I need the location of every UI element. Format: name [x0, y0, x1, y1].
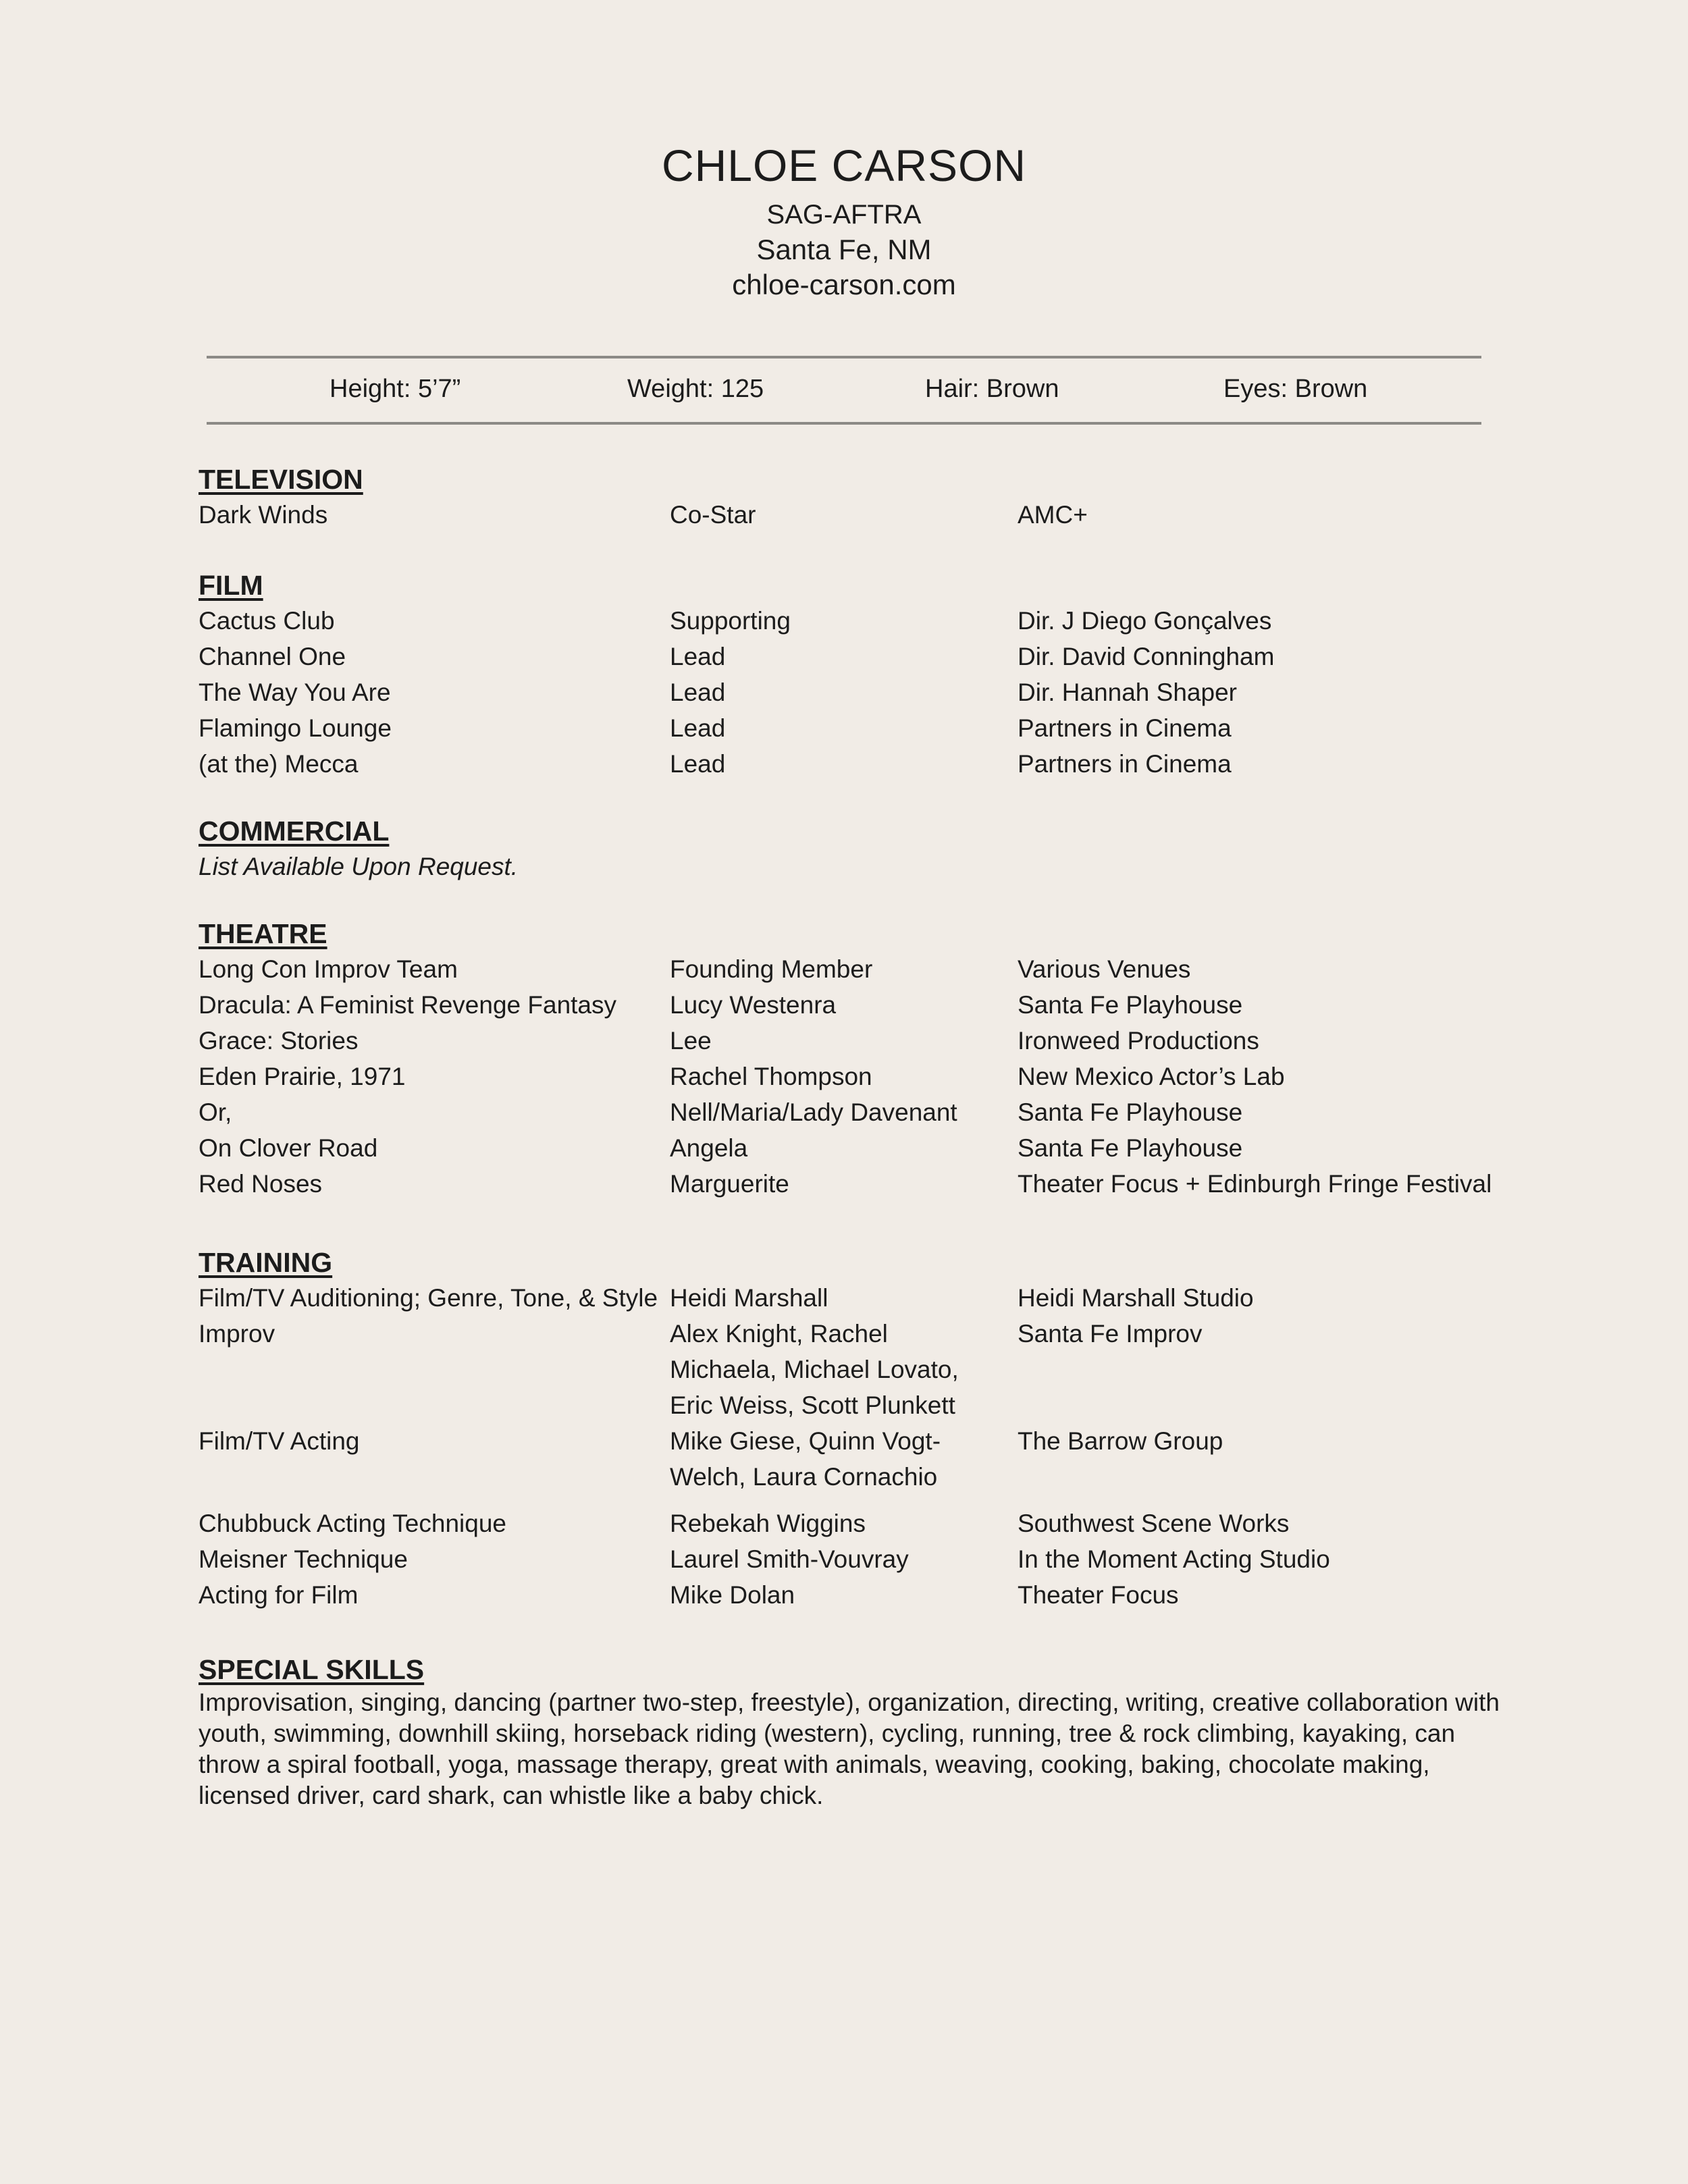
credit-title: Dracula: A Feminist Revenge Fantasy [199, 991, 617, 1019]
credit-title: Eden Prairie, 1971 [199, 1063, 406, 1090]
credit-title: The Way You Are [199, 678, 391, 706]
credit-row [199, 674, 1502, 710]
credit-company: Santa Fe Playhouse [1018, 1134, 1243, 1162]
stat-weight: Weight: 125 [627, 375, 764, 403]
credit-role: Lead [670, 714, 726, 742]
credit-row [199, 987, 1502, 1023]
training-subject: Acting for Film [199, 1581, 359, 1609]
credit-company: New Mexico Actor’s Lab [1018, 1063, 1285, 1090]
stat-hair: Hair: Brown [925, 375, 1059, 403]
credit-row [199, 746, 1502, 782]
credit-role: Lead [670, 678, 726, 706]
training-subject: Meisner Technique [199, 1545, 408, 1573]
website-link[interactable]: chloe-carson.com [732, 269, 956, 300]
theatre-heading: THEATRE [199, 918, 327, 949]
training-school: In the Moment Acting Studio [1018, 1545, 1330, 1573]
credit-company: Dir. David Conningham [1018, 643, 1275, 670]
credit-title: Grace: Stories [199, 1027, 359, 1055]
training-row [199, 1316, 1502, 1423]
credit-company: Santa Fe Playhouse [1018, 991, 1243, 1019]
training-subject: Improv [199, 1320, 275, 1348]
television-heading: TELEVISION [199, 464, 363, 495]
actor-name: CHLOE CARSON [661, 140, 1027, 190]
special-skills-heading: SPECIAL SKILLS [199, 1654, 425, 1685]
special-skills-section [199, 1652, 1502, 1811]
commercial-section [199, 814, 1502, 884]
credit-title: Cactus Club [199, 607, 335, 635]
training-school: Heidi Marshall Studio [1018, 1284, 1254, 1312]
credit-row [199, 497, 1502, 533]
credit-role: Founding Member [670, 955, 873, 983]
theatre-section [199, 916, 1502, 1202]
credit-row [199, 710, 1502, 746]
credit-title: On Clover Road [199, 1134, 378, 1162]
training-row [199, 1423, 1502, 1506]
credit-row [199, 1094, 1502, 1130]
training-instructor: Heidi Marshall [670, 1284, 828, 1312]
training-row [199, 1541, 1502, 1577]
training-section [199, 1245, 1502, 1613]
physical-stats-bar [207, 356, 1481, 425]
credit-company: Ironweed Productions [1018, 1027, 1259, 1055]
training-school: The Barrow Group [1018, 1427, 1223, 1455]
credit-company: Dir. J Diego Gonçalves [1018, 607, 1272, 635]
stat-height: Height: 5’7” [329, 375, 461, 403]
commercial-heading: COMMERCIAL [199, 816, 390, 847]
credit-role: Rachel Thompson [670, 1063, 872, 1090]
location: Santa Fe, NM [756, 234, 932, 265]
credit-role: Angela [670, 1134, 748, 1162]
special-skills-text: Improvisation, singing, dancing (partner two-step, freestyle), organization, directing, writing, creative collaboration with youth, swimming, downhill skiing, horseback riding (western), cycling, running, tree & rock climbing, kayaking, can throw a spiral football, yoga, massage therapy, great with animals, weaving, cooking, baking, chocolate making, licensed driver, card shark, can whistle like a baby chick. [199, 1688, 1500, 1809]
credit-role: Co-Star [670, 501, 756, 529]
training-subject: Chubbuck Acting Technique [199, 1510, 506, 1537]
credit-company: Dir. Hannah Shaper [1018, 678, 1237, 706]
training-instructor: Laurel Smith-Vouvray [670, 1545, 909, 1573]
training-row [199, 1506, 1502, 1541]
commercial-note: List Available Upon Request. [199, 853, 519, 880]
credit-company: Partners in Cinema [1018, 714, 1232, 742]
credit-title: Channel One [199, 643, 346, 670]
credit-row [199, 639, 1502, 674]
credit-company: Partners in Cinema [1018, 750, 1232, 778]
training-heading: TRAINING [199, 1247, 333, 1278]
training-school: Southwest Scene Works [1018, 1510, 1290, 1537]
credit-company: Various Venues [1018, 955, 1191, 983]
training-school: Santa Fe Improv [1018, 1320, 1203, 1348]
stat-eyes: Eyes: Brown [1223, 375, 1368, 403]
credit-row [199, 603, 1502, 639]
credit-title: Dark Winds [199, 501, 328, 529]
training-instructor: Alex Knight, Rachel Michaela, Michael Lovato, Eric Weiss, Scott Plunkett [670, 1320, 959, 1419]
credit-title: Or, [199, 1098, 232, 1126]
credit-role: Marguerite [670, 1170, 789, 1198]
training-instructor: Rebekah Wiggins [670, 1510, 866, 1537]
training-row [199, 1280, 1502, 1316]
training-instructor: Mike Dolan [670, 1581, 795, 1609]
credit-company: Santa Fe Playhouse [1018, 1098, 1243, 1126]
credit-role: Lucy Westenra [670, 991, 837, 1019]
credit-row [199, 1130, 1502, 1166]
credit-row [199, 1166, 1502, 1202]
credit-role: Lead [670, 750, 726, 778]
training-school: Theater Focus [1018, 1581, 1179, 1609]
credit-title: Long Con Improv Team [199, 955, 458, 983]
credit-company: AMC+ [1018, 501, 1088, 529]
credit-title: Flamingo Lounge [199, 714, 392, 742]
credit-row [199, 951, 1502, 987]
credit-title: Red Noses [199, 1170, 323, 1198]
training-subject: Film/TV Acting [199, 1427, 360, 1455]
credit-row [199, 1059, 1502, 1094]
credit-role: Nell/Maria/Lady Davenant [670, 1098, 957, 1126]
credit-company: Theater Focus + Edinburgh Fringe Festival [1018, 1170, 1492, 1198]
training-instructor: Mike Giese, Quinn Vogt-Welch, Laura Cornachio [670, 1427, 941, 1491]
credit-title: (at the) Mecca [199, 750, 359, 778]
resume-header [0, 135, 1688, 302]
credit-role: Lead [670, 643, 726, 670]
training-subject: Film/TV Auditioning; Genre, Tone, & Style [199, 1284, 658, 1312]
television-section [199, 462, 1502, 533]
credit-row [199, 1023, 1502, 1059]
training-row [199, 1577, 1502, 1613]
union-affiliation: SAG-AFTRA [766, 200, 922, 230]
credit-role: Lee [670, 1027, 712, 1055]
film-section [199, 568, 1502, 782]
film-heading: FILM [199, 570, 263, 601]
credit-role: Supporting [670, 607, 791, 635]
